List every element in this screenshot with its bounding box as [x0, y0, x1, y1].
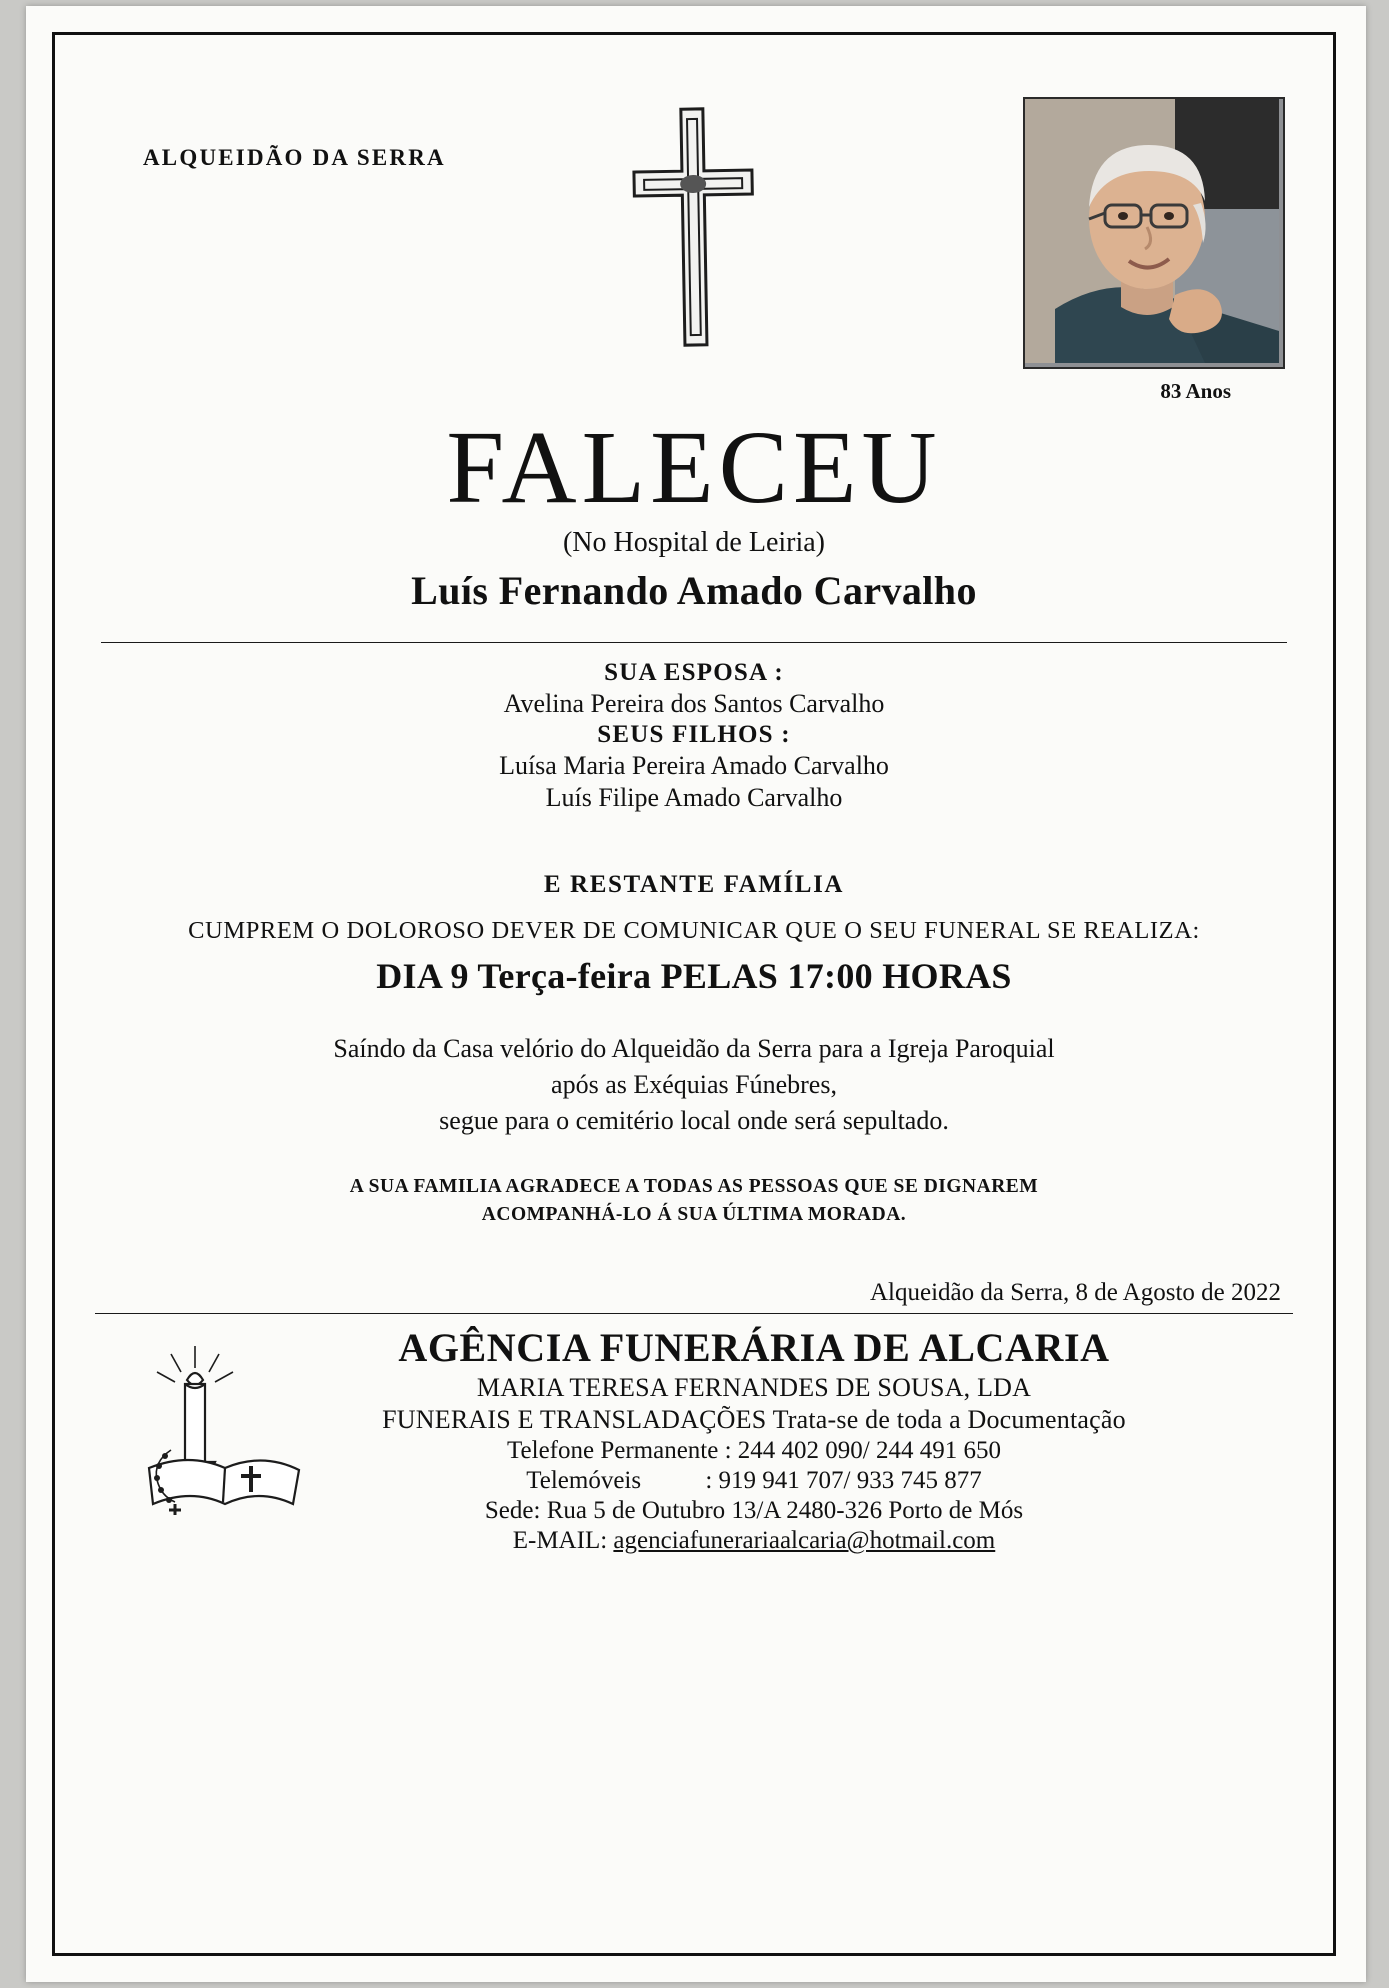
- agency-phone-label: Telefone Permanente :: [507, 1437, 732, 1465]
- wife-label: SUA ESPOSA :: [604, 659, 784, 687]
- candle-bible-rosary-icon: [135, 1340, 325, 1515]
- thanks-line: A SUA FAMILIA AGRADECE A TODAS AS PESSOAS QUE SE DIGNAREM: [349, 1175, 1039, 1197]
- title-block: [95, 410, 1293, 614]
- place-of-death: (No Hospital de Leiria): [562, 527, 826, 559]
- children-label: SEUS FILHOS :: [597, 721, 791, 749]
- agency-phone: [215, 1437, 1293, 1465]
- page-title: FALECEU: [446, 410, 942, 525]
- rest-of-family: E RESTANTE FAMÍLIA: [543, 871, 845, 899]
- agency-footer: [95, 1313, 1293, 1555]
- funeral-datetime: DIA 9 Terça-feira PELAS 17:00 HORAS: [376, 956, 1012, 997]
- route-line: Saíndo da Casa velório do Alqueidão da Serra para a Igreja Paroquial: [333, 1034, 1055, 1064]
- thanks-note: [95, 1173, 1293, 1230]
- wife-name: Avelina Pereira dos Santos Carvalho: [503, 689, 885, 719]
- agency-mobile: [215, 1467, 1293, 1495]
- duty-line: CUMPREM O DOLOROSO DEVER DE COMUNICAR QUE O SEU FUNERAL SE REALIZA:: [188, 917, 1200, 945]
- age-label: 83 Anos: [1160, 379, 1231, 403]
- obituary-frame: [52, 32, 1336, 1956]
- child-name: Luís Filipe Amado Carvalho: [545, 783, 843, 813]
- agency-services: FUNERAIS E TRANSLADAÇÕES Trata-se de toda a Documentação: [382, 1405, 1126, 1435]
- agency-address: Sede: Rua 5 de Outubro 13/A 2480-326 Porto de Mós: [484, 1497, 1024, 1525]
- locality-label: ALQUEIDÃO DA SERRA: [143, 145, 446, 170]
- child-name: Luísa Maria Pereira Amado Carvalho: [499, 751, 889, 781]
- agency-mobile-value: : 919 941 707/ 933 745 877: [705, 1467, 982, 1495]
- notice-header: [95, 69, 1293, 403]
- agency-name: AGÊNCIA FUNERÁRIA DE ALCARIA: [398, 1325, 1110, 1371]
- thanks-line: ACOMPANHÁ-LO Á SUA ÚLTIMA MORADA.: [481, 1203, 907, 1225]
- agency-legal-name: MARIA TERESA FERNANDES DE SOUSA, LDA: [476, 1373, 1032, 1403]
- funeral-route: [95, 1031, 1293, 1139]
- route-line: segue para o cemitério local onde será sepultado.: [439, 1105, 949, 1135]
- cross-icon: [627, 104, 761, 361]
- obituary-paper: [26, 6, 1366, 1982]
- route-line: após as Exéquias Fúnebres,: [551, 1069, 837, 1099]
- deceased-name: Luís Fernando Amado Carvalho: [411, 568, 977, 614]
- agency-email-label: E-MAIL:: [512, 1527, 608, 1555]
- divider-top: [101, 642, 1287, 643]
- agency-mobile-label: Telemóveis: [526, 1467, 642, 1495]
- place-date: Alqueidão da Serra, 8 de Agosto de 2022: [869, 1279, 1281, 1307]
- deceased-portrait: [1023, 97, 1285, 369]
- agency-email-value[interactable]: agenciafunerariaalcaria@hotmail.com: [613, 1527, 996, 1555]
- family-block: [95, 659, 1293, 813]
- agency-phone-value: 244 402 090/ 244 491 650: [737, 1437, 1001, 1465]
- agency-email: [215, 1527, 1293, 1555]
